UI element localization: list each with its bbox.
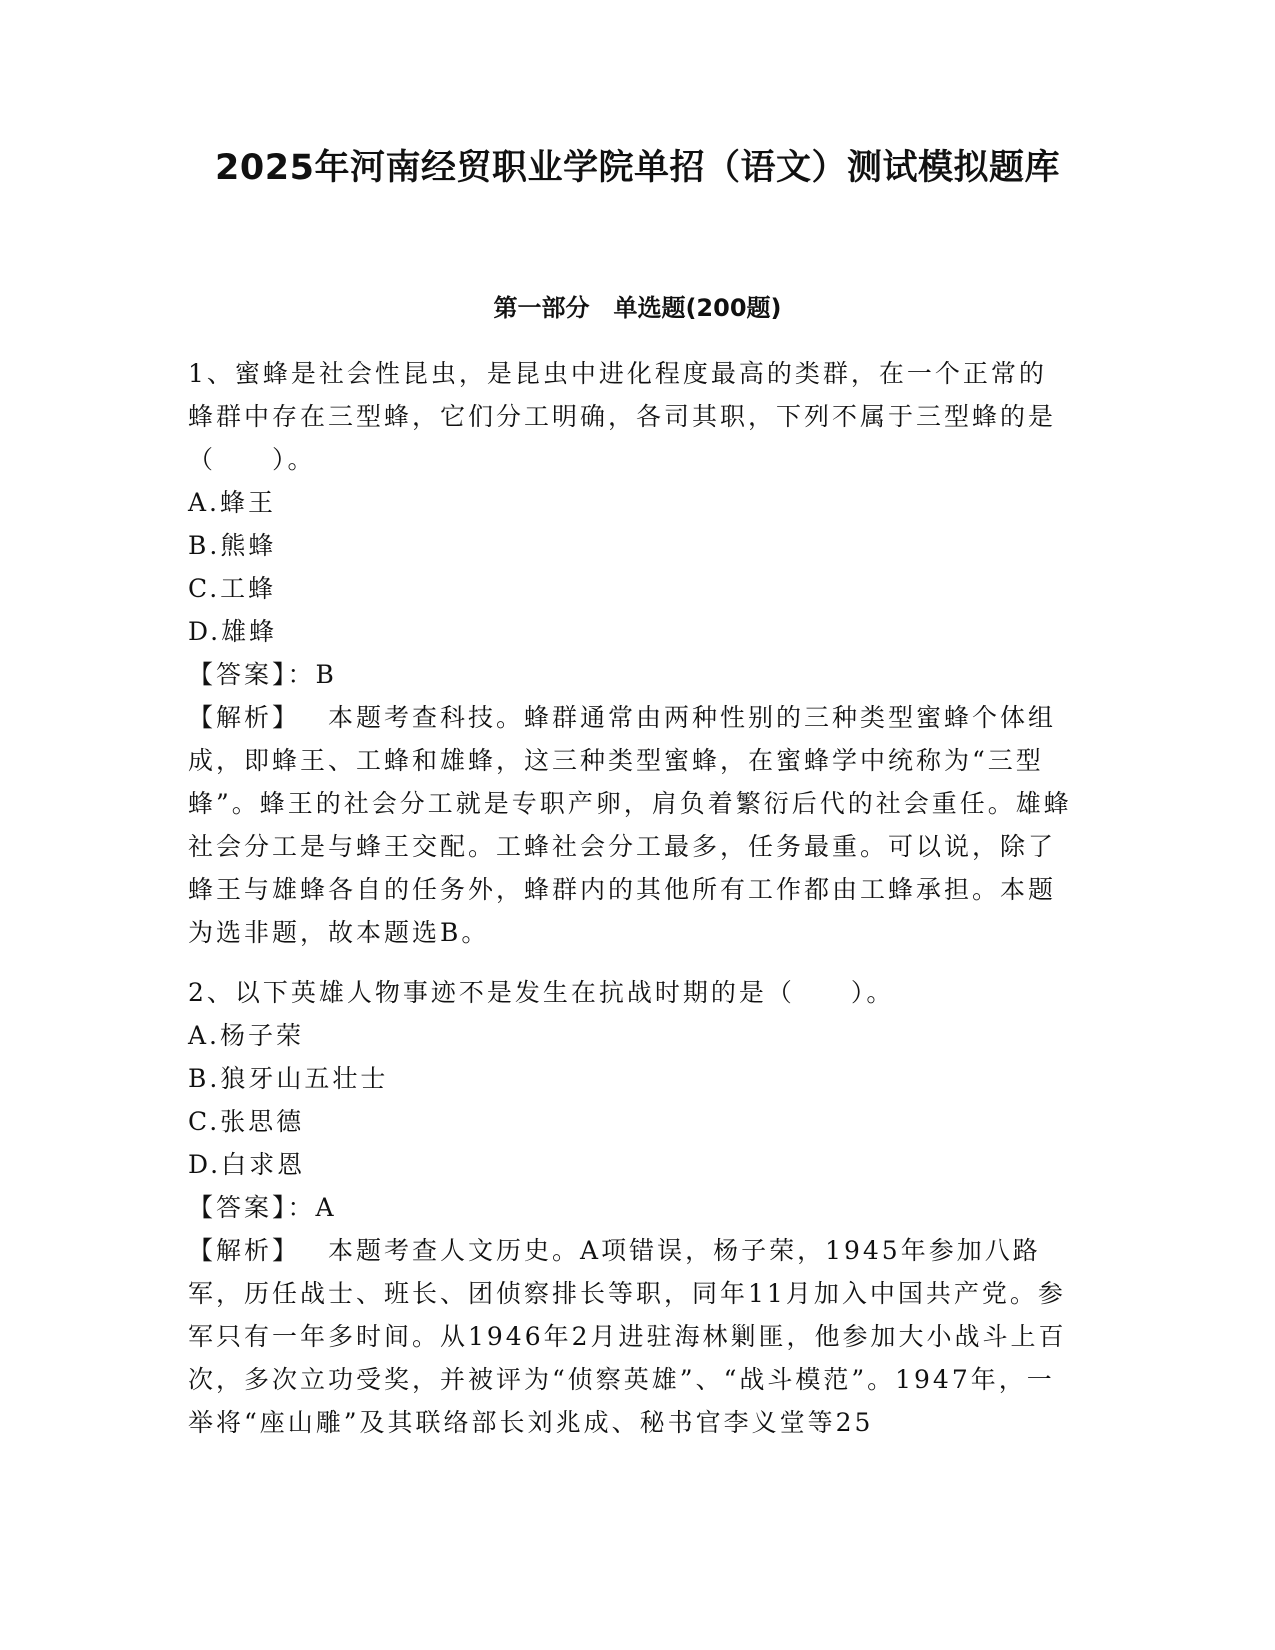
question-stem: 2、以下英雄人物事迹不是发生在抗战时期的是（ ）。 (188, 978, 895, 1007)
option-b: B.狼牙山五壮士 (188, 1064, 389, 1093)
document-title: 2025年河南经贸职业学院单招（语文）测试模拟题库 (215, 148, 1060, 188)
analysis-text: 本题考查人文历史。A项错误，杨子荣，1945年参加八路军，历任战士、班长、团侦察排长等职，同年11月加入中国共产党。参军只有一年多时间。从1946年2月进驻海林剿匪，他参加大小战斗上百次，多次立功受奖，并被评为“侦察英雄”、“战斗模范”。1947年，一举将“座山雕”及其联络部长刘兆成、秘书官李义堂等25 (188, 1236, 1067, 1437)
analysis-label: 【解析】 (188, 1236, 301, 1265)
analysis-label: 【解析】 (188, 703, 301, 732)
option-c: C.张思德 (188, 1107, 305, 1136)
option-a: A.杨子荣 (188, 1021, 305, 1050)
analysis-text: 本题考查科技。蜂群通常由两种性别的三种类型蜜蜂个体组成，即蜂王、工蜂和雄蜂，这三种类型蜜蜂，在蜜蜂学中统称为“三型蜂”。蜂王的社会分工就是专职产卵，肩负着繁衍后代的社会重任。雄蜂社会分工是与蜂王交配。工蜂社会分工最多，任务最重。可以说，除了蜂王与雄蜂各自的任务外，蜂群内的其他所有工作都由工蜂承担。本题为选非题，故本题选B。 (188, 703, 1072, 947)
answer-label: 【答案】： (188, 660, 316, 689)
option-a: A.蜂王 (188, 488, 277, 517)
option-d: D.白求恩 (188, 1150, 306, 1179)
answer-line (188, 1186, 1074, 1229)
question-list (188, 352, 1074, 1444)
question-stem: 1、蜜蜂是社会性昆虫，是昆虫中进化程度最高的类群，在一个正常的蜂群中存在三型蜂，它们分工明确，各司其职，下列不属于三型蜂的是（ ）。 (188, 359, 1057, 474)
answer-line (188, 653, 1074, 696)
question-1 (188, 352, 1074, 954)
option-b: B.熊蜂 (188, 531, 277, 560)
analysis-line (188, 696, 1074, 954)
answer-value: B (315, 660, 337, 689)
option-d: D.雄蜂 (188, 617, 278, 646)
answer-label: 【答案】： (188, 1193, 316, 1222)
question-2 (188, 971, 1074, 1444)
analysis-line (188, 1229, 1074, 1444)
option-c: C.工蜂 (188, 574, 277, 603)
answer-value: A (315, 1193, 337, 1222)
section-title: 第一部分 单选题(200题) (493, 294, 782, 322)
